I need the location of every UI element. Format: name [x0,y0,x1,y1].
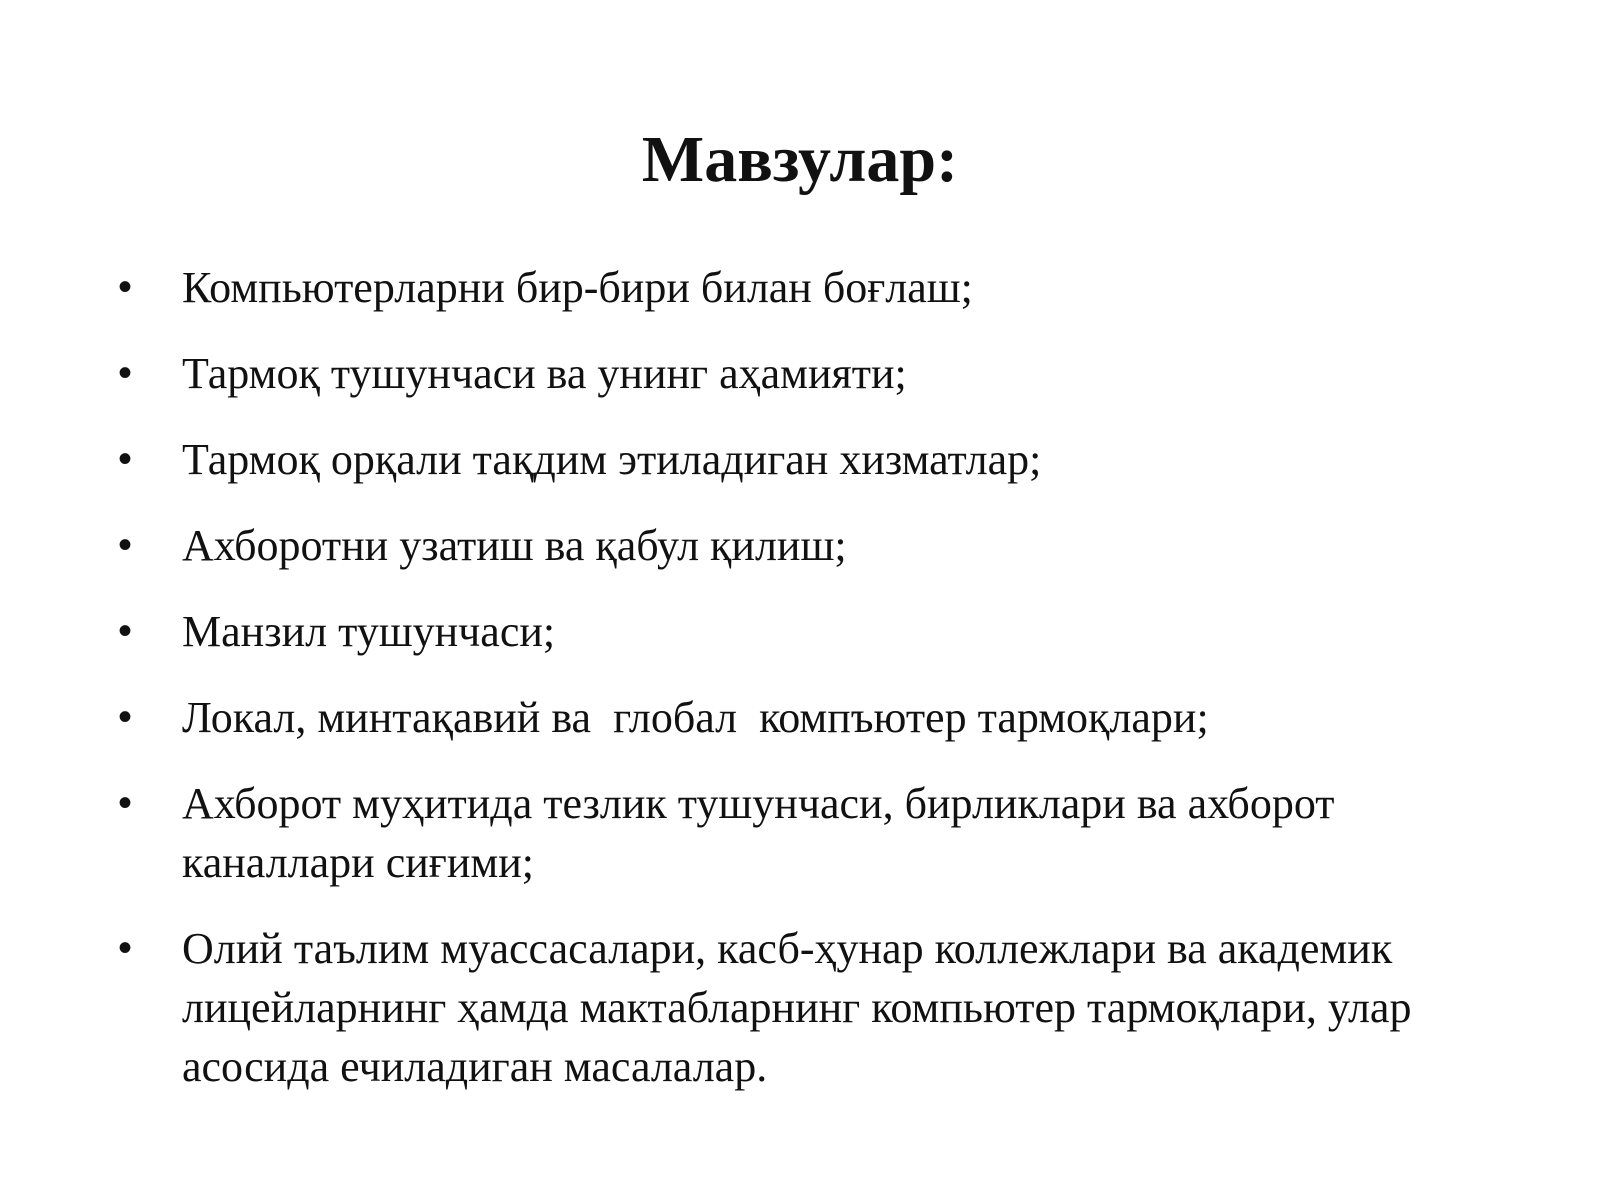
bullet-icon: • [118,523,133,567]
list-item [118,430,1508,489]
slide-title: Мавзулар: [641,123,959,196]
bullet-icon: • [118,437,133,481]
list-item-text: Манзил тушунчаси; [182,607,556,656]
list-item-text: Тармоқ орқали тақдим этиладиган хизматлар; [182,435,1042,484]
bullet-icon: • [118,265,133,309]
list-item [118,258,1508,317]
bullet-icon: • [118,695,133,739]
list-item [118,688,1508,747]
list-item [118,774,1508,892]
topic-list [118,258,1508,1123]
list-item [118,602,1508,661]
bullet-icon: • [118,609,133,653]
list-item-text: Олий таълим муассасалари, касб-ҳунар коллежлари ва академик лицейларнинг ҳамда мактабларнинг компьютер тармоқлари, улар асосида ечиладиган масалалар. [182,924,1412,1091]
bullet-icon: • [118,351,133,395]
list-item [118,344,1508,403]
list-item-text: Локал, минтақавий ва глобал компъютер тармоқлари; [182,693,1209,742]
bullet-icon: • [118,926,133,970]
list-item-text: Компьютерларни бир-бири билан боғлаш; [182,263,973,312]
list-item-text: Ахборот муҳитида тезлик тушунчаси, бирликлари ва ахборот каналлари сиғими; [182,779,1335,887]
list-item-text: Ахборотни узатиш ва қабул қилиш; [182,521,847,570]
list-item [118,919,1508,1096]
bullet-icon: • [118,781,133,825]
list-item [118,516,1508,575]
list-item-text: Тармоқ тушунчаси ва унинг аҳамияти; [182,349,907,398]
